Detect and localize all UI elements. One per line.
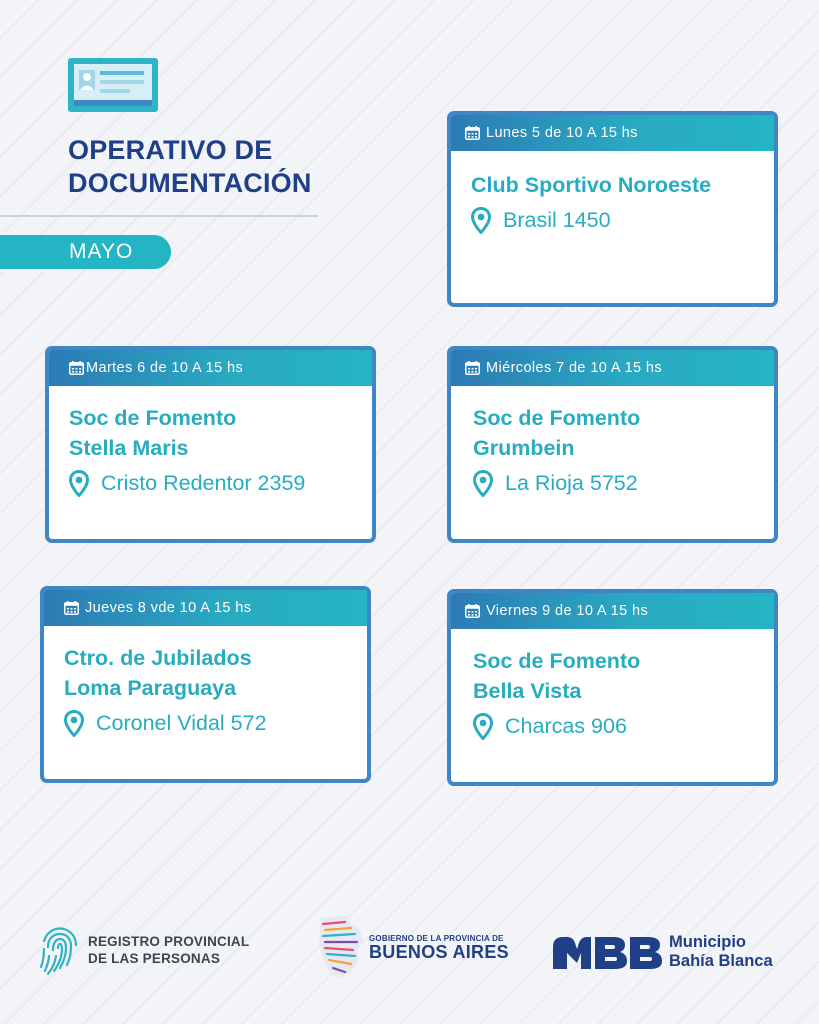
calendar-icon <box>465 604 480 618</box>
card-date: Jueves 8 vde 10 A 15 hs <box>85 600 252 616</box>
location-pin-icon <box>473 713 493 740</box>
card-date: Martes 6 de 10 A 15 hs <box>86 360 244 376</box>
title-divider <box>0 215 318 217</box>
card-date-header <box>44 590 367 626</box>
venue-name-line-2: Bella Vista <box>473 679 582 703</box>
card-date-header <box>451 115 774 151</box>
venue-name-line-2: Stella Maris <box>69 436 189 460</box>
calendar-icon <box>69 361 84 375</box>
schedule-card-jueves <box>40 586 371 783</box>
card-date-header <box>49 350 372 386</box>
address-row <box>473 470 774 497</box>
address-row <box>69 470 372 497</box>
venue-name-line-2: Grumbein <box>473 436 575 460</box>
schedule-card-martes <box>45 346 376 543</box>
location-pin-icon <box>471 207 491 234</box>
calendar-icon <box>465 126 480 140</box>
location-pin-icon <box>473 470 493 497</box>
venue-name-line-1: Soc de Fomento <box>473 649 641 673</box>
address-row <box>471 207 774 234</box>
municipio-line-2: Bahía Blanca <box>669 952 773 970</box>
card-date-header <box>451 593 774 629</box>
card-date: Lunes 5 de 10 A 15 hs <box>486 125 638 141</box>
provincia-buenos-aires-logo <box>317 914 509 980</box>
buenos-aires-map-icon <box>317 914 365 980</box>
card-date-header <box>451 350 774 386</box>
page-title <box>68 134 312 200</box>
venue-name: Club Sportivo Noroeste <box>471 173 712 197</box>
address-row <box>473 713 774 740</box>
provincia-top-text: GOBIERNO DE LA PROVINCIA DE <box>369 933 504 943</box>
location-pin-icon <box>64 710 84 737</box>
title-line-2: DOCUMENTACIÓN <box>68 168 312 198</box>
month-label: MAYO <box>69 240 134 263</box>
schedule-card-miercoles <box>447 346 778 543</box>
calendar-icon <box>465 361 480 375</box>
venue-name-line-1: Soc de Fomento <box>69 406 237 430</box>
registro-line-2: DE LAS PERSONAS <box>88 951 221 966</box>
registro-provincial-logo <box>38 923 249 977</box>
registro-line-1: REGISTRO PROVINCIAL <box>88 934 250 949</box>
fingerprint-icon <box>38 923 80 977</box>
month-badge <box>0 235 171 269</box>
card-date: Viernes 9 de 10 A 15 hs <box>486 603 649 619</box>
venue-name-line-1: Soc de Fomento <box>473 406 641 430</box>
municipio-bahia-blanca-logo <box>553 933 773 971</box>
address-row <box>64 710 367 737</box>
card-date: Miércoles 7 de 10 A 15 hs <box>486 360 663 376</box>
municipio-line-1: Municipio <box>669 933 746 951</box>
calendar-icon <box>64 601 79 615</box>
address-text: Coronel Vidal 572 <box>96 711 267 735</box>
address-text: Cristo Redentor 2359 <box>101 471 306 495</box>
venue-name-line-1: Ctro. de Jubilados <box>64 646 252 670</box>
location-pin-icon <box>69 470 89 497</box>
id-card-icon <box>67 57 159 113</box>
venue-name-line-2: Loma Paraguaya <box>64 676 237 700</box>
provincia-bottom-text: BUENOS AIRES <box>369 941 509 962</box>
schedule-card-lunes <box>447 111 778 307</box>
address-text: Charcas 906 <box>505 714 627 738</box>
address-text: La Rioja 5752 <box>505 471 638 495</box>
title-line-1: OPERATIVO DE <box>68 135 273 165</box>
address-text: Brasil 1450 <box>503 208 611 232</box>
mbb-logo-icon <box>553 935 663 969</box>
schedule-card-viernes <box>447 589 778 786</box>
